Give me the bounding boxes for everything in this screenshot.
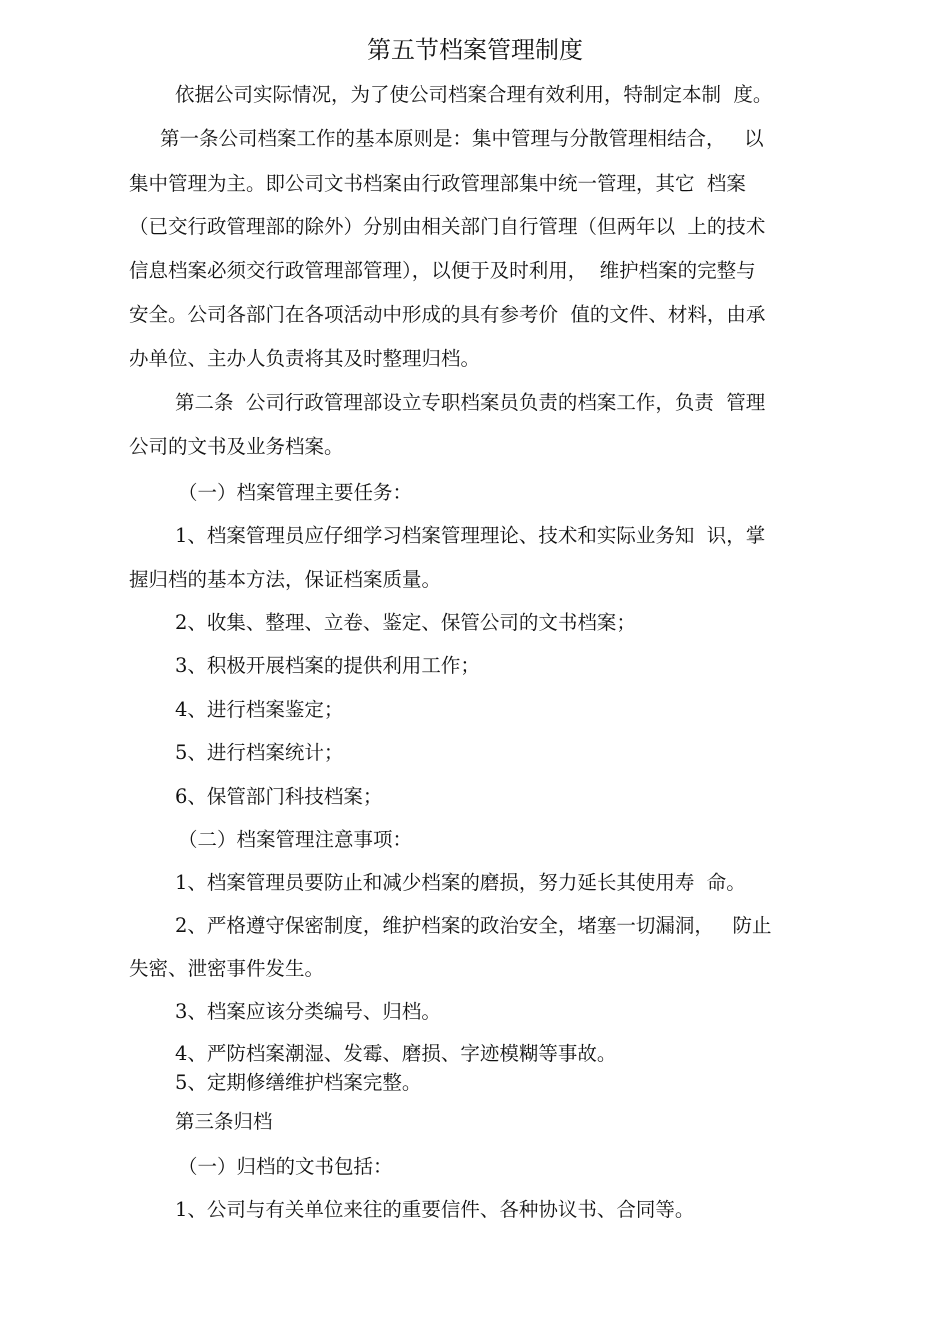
list-item: 6、保管部门科技档案；	[175, 785, 383, 808]
paragraph-line: 安全。公司各部门在各项活动中形成的具有参考价 值的文件、材料，由承	[129, 303, 766, 326]
list-item: 3、档案应该分类编号、归档。	[175, 1000, 441, 1023]
list-item: 1、档案管理员要防止和减少档案的磨损，努力延长其使用寿 命。	[175, 871, 746, 894]
list-item: 5、定期修缮维护档案完整。	[175, 1071, 422, 1094]
paragraph-line: 公司的文书及业务档案。	[129, 435, 344, 458]
paragraph-line: 依据公司实际情况，为了使公司档案合理有效利用，特制定本制 度。	[175, 83, 773, 106]
list-item: 1、公司与有关单位来往的重要信件、各种协议书、合同等。	[175, 1198, 695, 1221]
list-item: 2、收集、整理、立卷、鉴定、保管公司的文书档案；	[175, 611, 636, 634]
list-item: 4、严防档案潮湿、发霉、磨损、字迹模糊等事故。	[175, 1042, 617, 1065]
paragraph-line: 第一条公司档案工作的基本原则是：集中管理与分散管理相结合， 以	[160, 127, 764, 150]
paragraph-line: 集中管理为主。即公司文书档案由行政管理部集中统一管理，其它 档案	[129, 172, 746, 195]
article-heading: 第三条归档	[175, 1110, 273, 1133]
paragraph-line: （已交行政管理部的除外）分别由相关部门自行管理（但两年以 上的技术	[129, 215, 766, 238]
list-item: 1、档案管理员应仔细学习档案管理理论、技术和实际业务知 识，掌	[175, 524, 766, 547]
list-item: 2、严格遵守保密制度，维护档案的政治安全，堵塞一切漏洞， 防止	[175, 914, 772, 937]
section-heading: （一）档案管理主要任务：	[178, 481, 413, 504]
section-heading: （二）档案管理注意事项：	[178, 828, 413, 851]
list-item: 4、进行档案鉴定；	[175, 698, 344, 721]
paragraph-line: 办单位、主办人负责将其及时整理归档。	[129, 347, 481, 370]
list-item: 5、进行档案统计；	[175, 741, 344, 764]
paragraph-line: 信息档案必须交行政管理部管理），以便于及时利用， 维护档案的完整与	[129, 259, 756, 282]
list-item-continuation: 失密、泄密事件发生。	[129, 957, 325, 980]
paragraph-line: 第二条 公司行政管理部设立专职档案员负责的档案工作，负责 管理	[175, 391, 766, 414]
document-title: 第五节档案管理制度	[367, 36, 583, 64]
section-heading: （一）归档的文书包括：	[178, 1155, 393, 1178]
list-item-continuation: 握归档的基本方法，保证档案质量。	[129, 568, 442, 591]
list-item: 3、积极开展档案的提供利用工作；	[175, 654, 480, 677]
